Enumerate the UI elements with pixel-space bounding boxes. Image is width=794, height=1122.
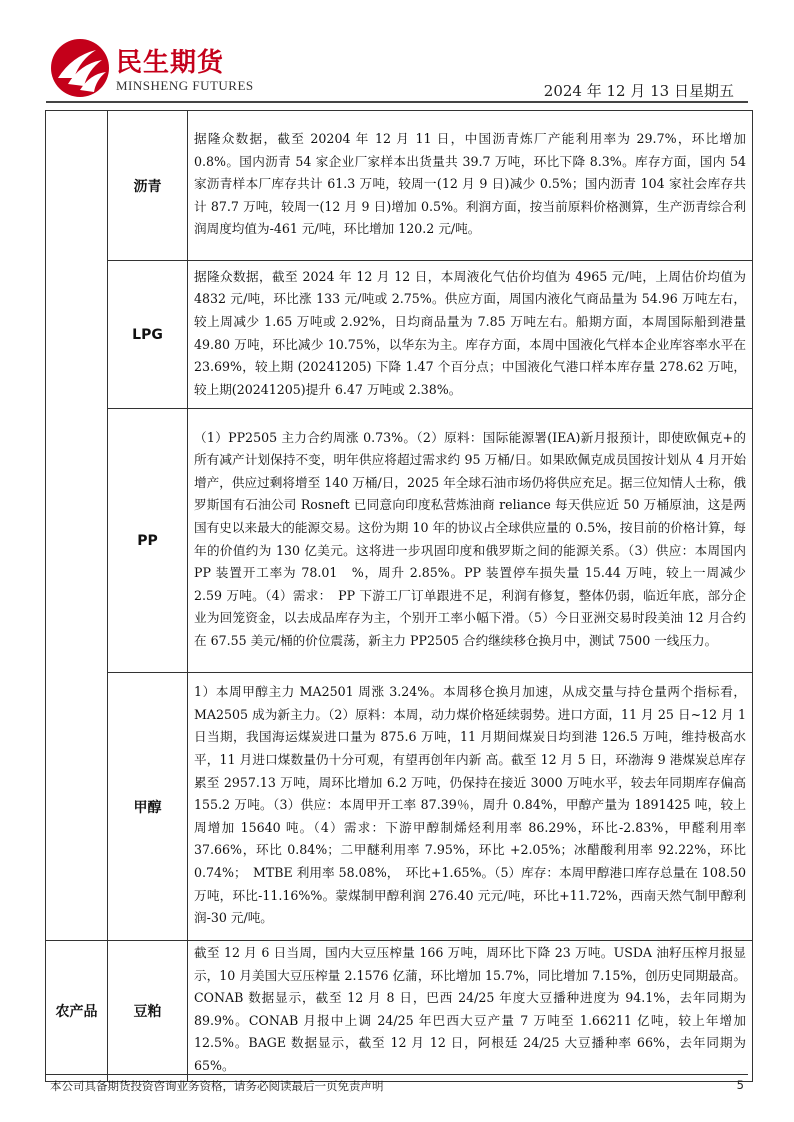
company-name-en: MINSHENG FUTURES bbox=[116, 78, 254, 93]
table-row bbox=[46, 261, 753, 409]
product-commentary: 1）本周甲醇主力 MA2501 周涨 3.24%。本周移仓换月加速，从成交量与持仓量两个指标看，MA2505 成为新主力。（2）原料：本周，动力煤价格延续弱势。进口方面，11 月 25 日~12 月 1 日当期，我国海运煤炭进口量为 875.6 万吨，11 月期间煤炭日均到港 126.5 万吨，维持极高水平，11 月进口煤数量仍十分可观，有望再创年内新 高。截至 12 月 5 日，环渤海 9 港煤炭总库存累至 2957.13 万吨，周环比增加 6.2 万吨，仍保持在接近 3000 万吨水平，较去年同期库存偏高 155.2 万吨。（3）供应：本周甲开工率 87.39％，周升 0.84%，甲醇产量为 1891425 吨，较上周增加 15640 吨。（4）需求：下游甲醇制烯烃利用率 86.29%，环比-2.83%，甲醛利用率 37.66%，环比 0.84%；二甲醚利用率 7.95%，环比 +2.05%；冰醋酸利用率 92.22%，环比 0.74%； MTBE 利用率 58.08%， 环比+1.65%。（5）库存：本周甲醇港口库存总量在 108.50 万吨，环比-11.16%%。蒙煤制甲醇利润 276.40 元元/吨，环比+11.72%，西南天然气制甲醇利润-30 元/吨。 bbox=[188, 673, 753, 941]
table-row bbox=[46, 941, 753, 1082]
page-header bbox=[0, 0, 794, 110]
product-commentary: 据隆众数据，截至 2024 年 12 月 12 日，本周液化气估价均值为 4965 元/吨，上周估价均值为 4832 元/吨，环比涨 133 元/吨或 2.75%。供应方面，周国内液化气商品量为 54.96 万吨左右，较上周减少 1.65 万吨或 2.92%，日均商品量为 7.85 万吨左右。船期方面，本周国际船到港量 49.80 万吨，环比减少 10.75%，以华东为主。库存方面，本周中国液化气样本企业库容率水平在 23.69%，较上期 (20241205) 下降 1.47 个百分点；中国液化气港口样本库存量 278.62 万吨，较上期(20241205)提升 6.47 万吨或 2.38%。 bbox=[188, 261, 753, 409]
product-name: 沥青 bbox=[108, 111, 188, 261]
product-name: 甲醇 bbox=[108, 673, 188, 941]
report-date: 2024 年 12 月 13 日星期五 bbox=[543, 82, 734, 100]
product-name: LPG bbox=[108, 261, 188, 409]
sector-label: 农产品 bbox=[46, 941, 108, 1082]
page-number: 5 bbox=[736, 1078, 744, 1092]
header-divider bbox=[46, 101, 748, 103]
product-name: PP bbox=[108, 409, 188, 673]
table-row bbox=[46, 409, 753, 673]
product-name: 豆粕 bbox=[108, 941, 188, 1082]
footer-divider bbox=[46, 1074, 748, 1075]
product-commentary: （1）PP2505 主力合约周涨 0.73%。（2）原料：国际能源署(IEA)新月报预计，即使欧佩克+的所有减产计划保持不变，明年供应将超过需求约 95 万桶/日。如果欧佩克成员国按计划从 4 月开始增产，供应过剩将增至 140 万桶/日，2025 年全球石油市场仍将供应充足。据三位知情人士称，俄罗斯国有石油公司 Rosneft 已同意向印度私营炼油商 reliance 每天供应近 50 万桶原油，这是两国有史以来最大的能源交易。这份为期 10 年的协议占全球供应量的 0.5%，按目前的价格计算，每年的价值约为 130 亿美元。这将进一步巩固印度和俄罗斯之间的能源关系。（3）供应：本周国内 PP 装置开工率为 78.01 %，周升 2.85%。PP 装置停车损失量 15.44 万吨，较上一周减少 2.59 万吨。（4）需求： PP 下游工厂订单跟进不足，利润有修复，整体仍弱，临近年底，部分企业为回笼资金，以去成品库存为主，个别开工率小幅下滑。（5）今日亚洲交易时段美油 12 月合约在 67.55 美元/桶的价位震荡，新主力 PP2505 合约继续移仓换月中，测试 7500 一线压力。 bbox=[188, 409, 753, 673]
product-commentary: 截至 12 月 6 日当周，国内大豆压榨量 166 万吨，周环比下降 23 万吨。USDA 油籽压榨月报显示，10 月美国大豆压榨量 2.1576 亿蒲，环比增加 15.7%，同比增加 7.15%，创历史同期最高。CONAB 数据显示，截至 12 月 8 日，巴西 24/25 年度大豆播种进度为 94.1%，去年同期为 89.9%。CONAB 月报中上调 24/25 年巴西大豆产量 7 万吨至 1.66211 亿吨，较上年增加 12.5%。BAGE 数据显示，截至 12 月 12 日，阿根廷 24/25 大豆播种率 66%，去年同期为 65%。 bbox=[188, 941, 753, 1082]
minsheng-logo-icon bbox=[50, 38, 110, 98]
footer-disclaimer: 本公司具备期货投资咨询业务资格，请务必阅读最后一页免责声明 bbox=[50, 1079, 384, 1093]
sector-cell bbox=[46, 111, 108, 941]
company-name-cn: 民生期货 bbox=[116, 48, 225, 78]
product-commentary: 据隆众数据，截至 20204 年 12 月 11 日，中国沥青炼厂产能利用率为 29.7%，环比增加 0.8%。国内沥青 54 家企业厂家样本出货量共 39.7 万吨，环比下降 8.3%。库存方面，国内 54 家沥青样本厂库存共计 61.3 万吨，较周一(12 月 9 日)减少 0.5%；国内沥青 104 家社会库存共计 87.7 万吨，较周一(12 月 9 日)增加 0.5%。利润方面，按当前原料价格测算，生产沥青综合利润周度均值为-461 元/吨，环比增加 120.2 元/吨。 bbox=[188, 111, 753, 261]
table-row bbox=[46, 111, 753, 261]
commodity-table bbox=[45, 110, 753, 1082]
table-row bbox=[46, 673, 753, 941]
